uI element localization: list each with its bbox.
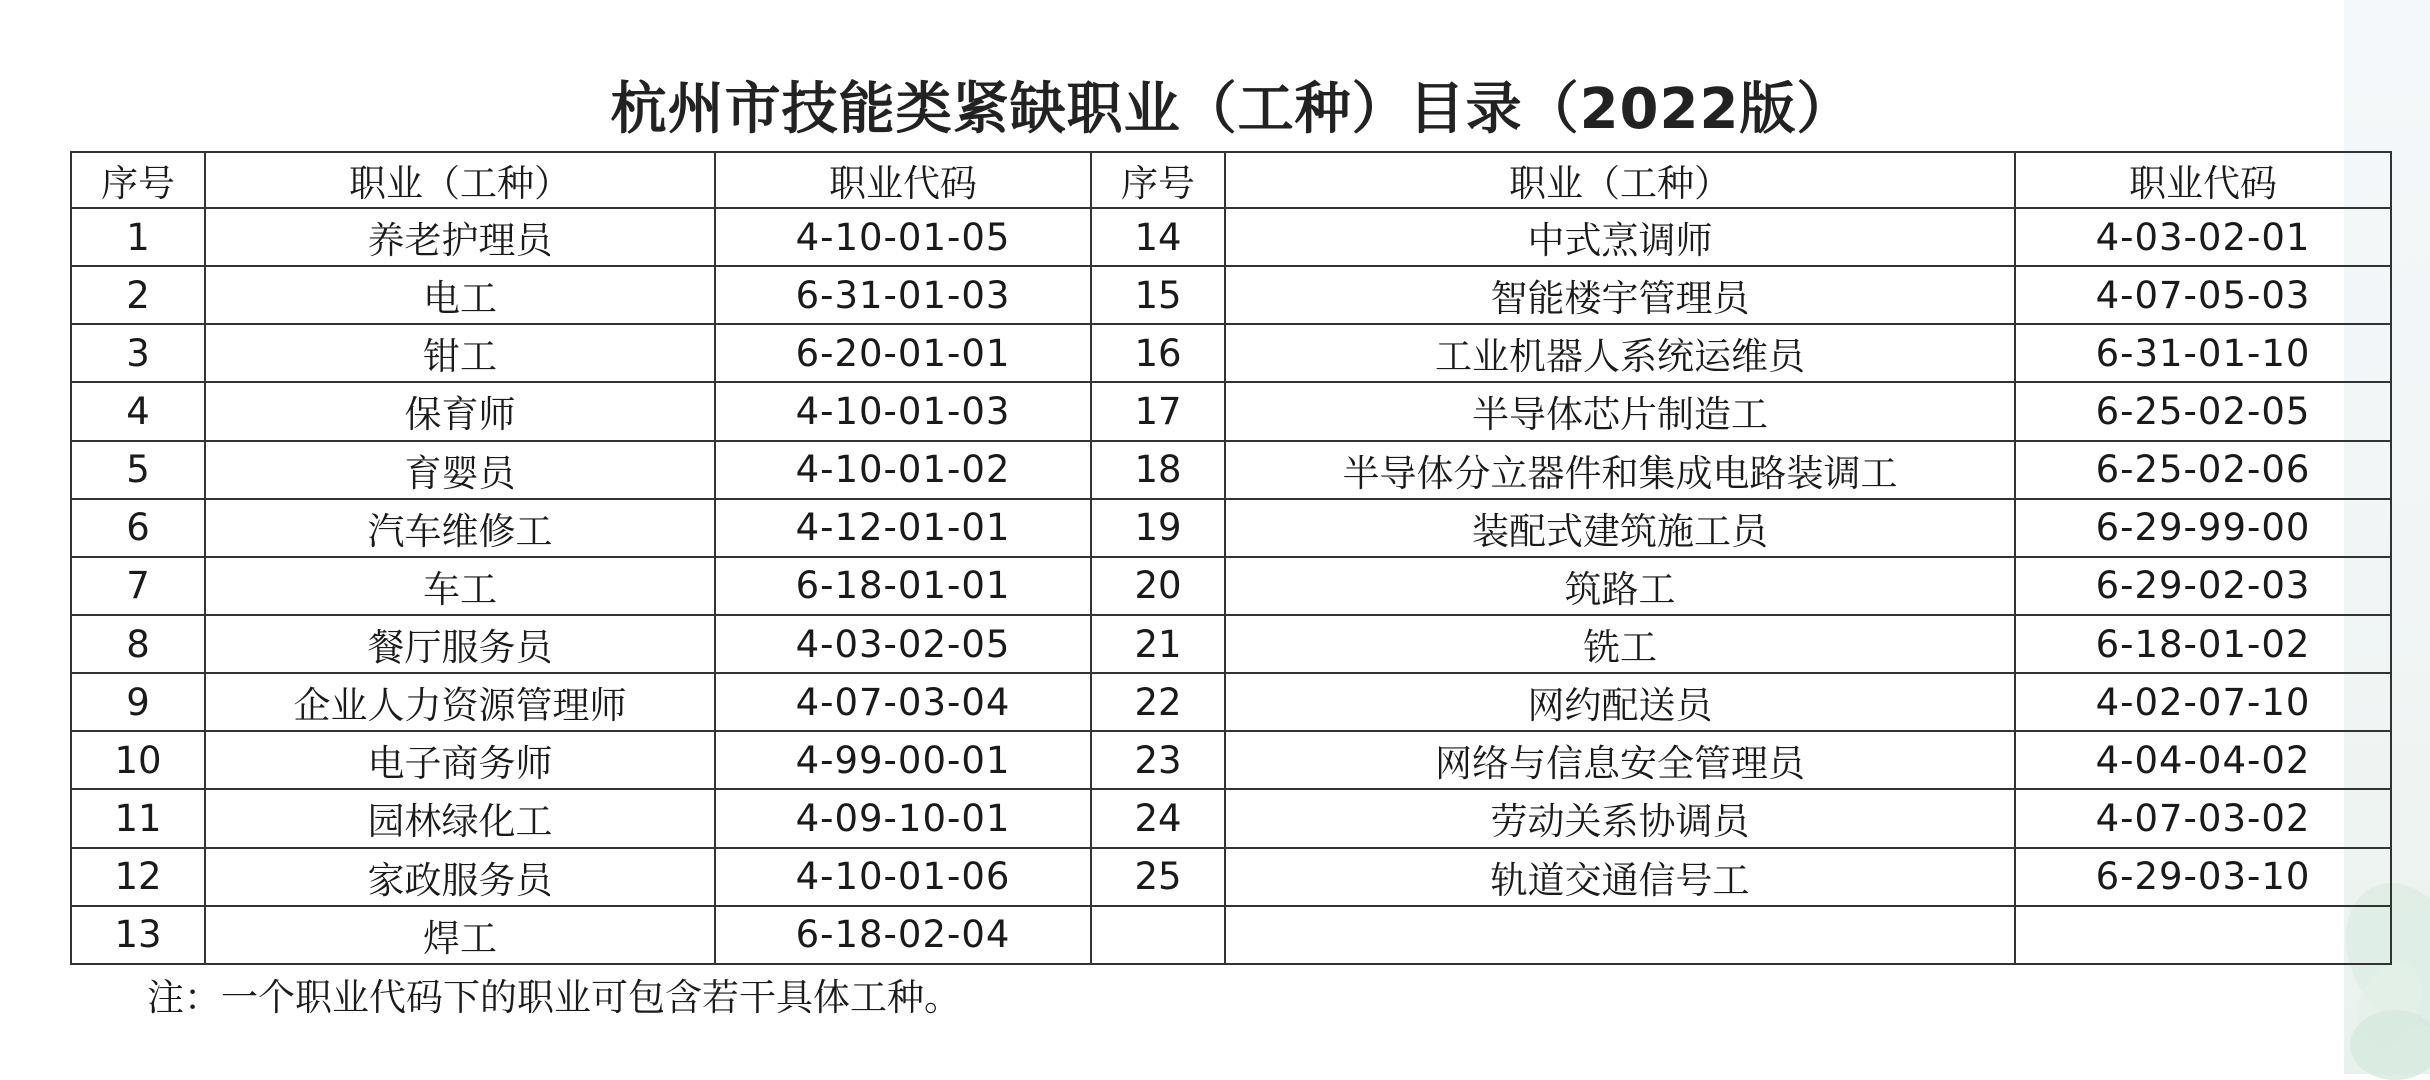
seq-cell: 6: [71, 499, 205, 557]
occupation-cell: 半导体芯片制造工: [1225, 382, 2015, 440]
seq-cell: 7: [71, 557, 205, 615]
occupation-cell: 餐厅服务员: [205, 615, 715, 673]
occupation-cell: 保育师: [205, 382, 715, 440]
seq-cell: 9: [71, 673, 205, 731]
code-cell: 4-03-02-05: [715, 615, 1091, 673]
header-code-left: 职业代码: [715, 152, 1091, 208]
seq-cell: 22: [1091, 673, 1225, 731]
occupation-cell: 电子商务师: [205, 731, 715, 789]
occupation-cell: 铣工: [1225, 615, 2015, 673]
occupation-cell: 电工: [205, 266, 715, 324]
occupation-cell: 筑路工: [1225, 557, 2015, 615]
code-cell: 4-07-05-03: [2015, 266, 2391, 324]
table-row: [71, 789, 2391, 847]
occupation-cell: 轨道交通信号工: [1225, 848, 2015, 906]
table-row: [71, 731, 2391, 789]
seq-cell: 21: [1091, 615, 1225, 673]
occupation-cell: 智能楼宇管理员: [1225, 266, 2015, 324]
seq-cell: 18: [1091, 441, 1225, 499]
table-row: [71, 848, 2391, 906]
seq-cell: 13: [71, 906, 205, 964]
seq-cell: 5: [71, 441, 205, 499]
occupation-cell: 网络与信息安全管理员: [1225, 731, 2015, 789]
seq-cell: 2: [71, 266, 205, 324]
code-cell: 6-18-01-01: [715, 557, 1091, 615]
code-cell: 4-04-04-02: [2015, 731, 2391, 789]
seq-cell: 14: [1091, 208, 1225, 266]
footnote: 注：一个职业代码下的职业可包含若干具体工种。: [147, 976, 961, 1019]
code-cell: 4-07-03-02: [2015, 789, 2391, 847]
table-row: [71, 557, 2391, 615]
occupation-cell: 育婴员: [205, 441, 715, 499]
seq-cell: 10: [71, 731, 205, 789]
seq-cell: 17: [1091, 382, 1225, 440]
page-title: 杭州市技能类紧缺职业（工种）目录（2022版）: [610, 77, 1854, 142]
code-cell: 6-25-02-05: [2015, 382, 2391, 440]
occupation-cell: 劳动关系协调员: [1225, 789, 2015, 847]
table-row: [71, 208, 2391, 266]
header-occupation-left: 职业（工种）: [205, 152, 715, 208]
code-cell: 4-09-10-01: [715, 789, 1091, 847]
seq-cell: 8: [71, 615, 205, 673]
occupation-cell: 企业人力资源管理师: [205, 673, 715, 731]
leaf-decoration: [2350, 1010, 2430, 1080]
code-cell: 4-99-00-01: [715, 731, 1091, 789]
code-cell: [2015, 906, 2391, 964]
code-cell: 6-29-03-10: [2015, 848, 2391, 906]
code-cell: 4-10-01-02: [715, 441, 1091, 499]
occupation-cell: 半导体分立器件和集成电路装调工: [1225, 441, 2015, 499]
code-cell: 4-10-01-03: [715, 382, 1091, 440]
code-cell: 6-18-01-02: [2015, 615, 2391, 673]
table-row: [71, 906, 2391, 964]
occupation-cell: [1225, 906, 2015, 964]
code-cell: 4-10-01-05: [715, 208, 1091, 266]
occupation-cell: 车工: [205, 557, 715, 615]
header-code-right: 职业代码: [2015, 152, 2391, 208]
table-body: [71, 208, 2391, 964]
seq-cell: 11: [71, 789, 205, 847]
code-cell: 6-31-01-03: [715, 266, 1091, 324]
code-cell: 6-18-02-04: [715, 906, 1091, 964]
code-cell: 4-10-01-06: [715, 848, 1091, 906]
occupation-catalog-table: [70, 151, 2392, 965]
seq-cell: 25: [1091, 848, 1225, 906]
occupation-cell: 网约配送员: [1225, 673, 2015, 731]
table-row: [71, 673, 2391, 731]
seq-cell: 24: [1091, 789, 1225, 847]
table-header-row: [71, 152, 2391, 208]
occupation-cell: 园林绿化工: [205, 789, 715, 847]
occupation-cell: 工业机器人系统运维员: [1225, 324, 2015, 382]
table-row: [71, 499, 2391, 557]
code-cell: 4-12-01-01: [715, 499, 1091, 557]
seq-cell: [1091, 906, 1225, 964]
occupation-cell: 钳工: [205, 324, 715, 382]
occupation-cell: 焊工: [205, 906, 715, 964]
code-cell: 6-20-01-01: [715, 324, 1091, 382]
seq-cell: 15: [1091, 266, 1225, 324]
header-seq-left: 序号: [71, 152, 205, 208]
seq-cell: 4: [71, 382, 205, 440]
seq-cell: 1: [71, 208, 205, 266]
code-cell: 4-02-07-10: [2015, 673, 2391, 731]
occupation-cell: 中式烹调师: [1225, 208, 2015, 266]
header-occupation-right: 职业（工种）: [1225, 152, 2015, 208]
code-cell: 4-03-02-01: [2015, 208, 2391, 266]
code-cell: 4-07-03-04: [715, 673, 1091, 731]
seq-cell: 3: [71, 324, 205, 382]
seq-cell: 12: [71, 848, 205, 906]
code-cell: 6-25-02-06: [2015, 441, 2391, 499]
header-seq-right: 序号: [1091, 152, 1225, 208]
occupation-cell: 家政服务员: [205, 848, 715, 906]
table-row: [71, 382, 2391, 440]
table-row: [71, 441, 2391, 499]
occupation-cell: 养老护理员: [205, 208, 715, 266]
seq-cell: 19: [1091, 499, 1225, 557]
seq-cell: 20: [1091, 557, 1225, 615]
table-row: [71, 266, 2391, 324]
occupation-cell: 装配式建筑施工员: [1225, 499, 2015, 557]
table-row: [71, 615, 2391, 673]
code-cell: 6-31-01-10: [2015, 324, 2391, 382]
table-row: [71, 324, 2391, 382]
code-cell: 6-29-99-00: [2015, 499, 2391, 557]
code-cell: 6-29-02-03: [2015, 557, 2391, 615]
seq-cell: 23: [1091, 731, 1225, 789]
occupation-cell: 汽车维修工: [205, 499, 715, 557]
seq-cell: 16: [1091, 324, 1225, 382]
